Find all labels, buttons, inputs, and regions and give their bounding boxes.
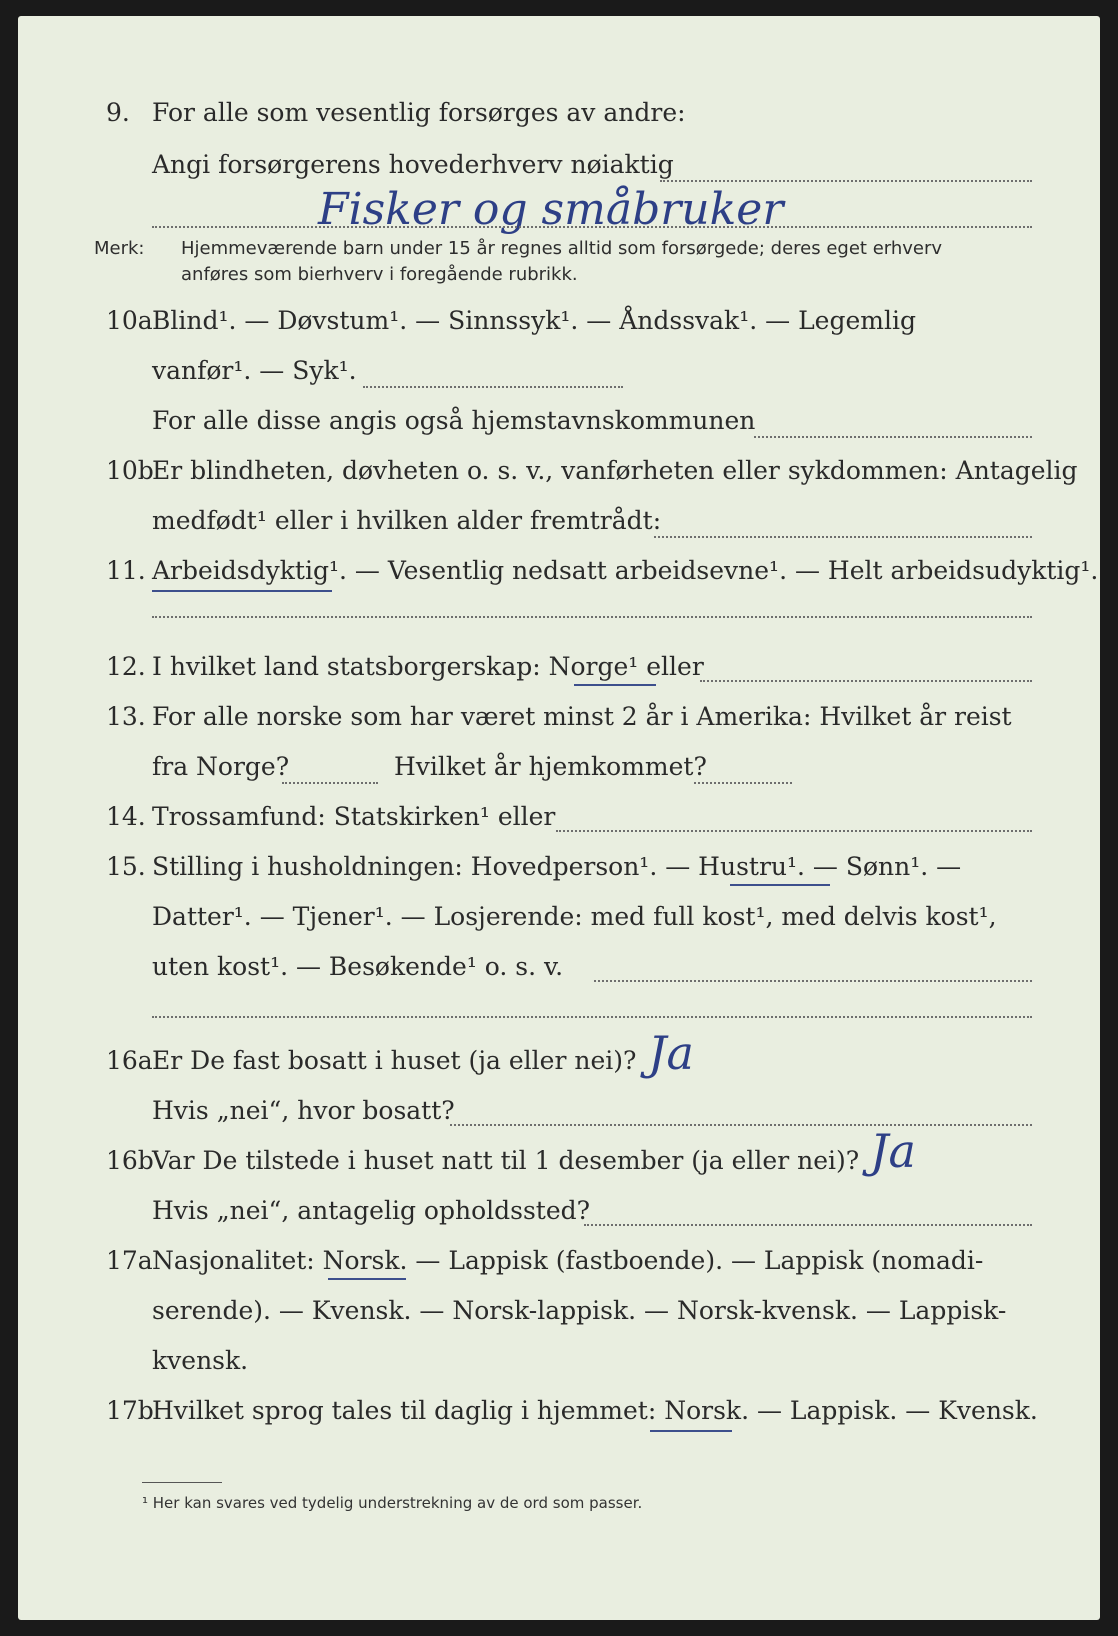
q12-number: 12. bbox=[106, 652, 146, 681]
q15-line2: Datter¹. — Tjener¹. — Losjerende: med full kost¹, med delvis kost¹, bbox=[152, 902, 997, 931]
q13-left-fill-line bbox=[282, 782, 378, 784]
q14-number: 14. bbox=[106, 802, 146, 831]
q13-number: 13. bbox=[106, 702, 146, 731]
merk-line2: anføres som bierhverv i foregående rubrikk. bbox=[181, 264, 578, 285]
q14-line1: Trossamfund: Statskirken¹ eller bbox=[152, 802, 556, 831]
q17a-number: 17a bbox=[106, 1246, 153, 1275]
q15-line3: uten kost¹. — Besøkende¹ o. s. v. bbox=[152, 952, 564, 981]
q16b-handwritten-answer: Ja bbox=[870, 1124, 916, 1178]
q17a-line3: kvensk. bbox=[152, 1346, 249, 1375]
q9-line1: For alle som vesentlig forsørges av andre: bbox=[152, 98, 686, 127]
q16b-line2: Hvis „nei“, antagelig opholdssted? bbox=[152, 1196, 591, 1225]
q10a-line1: Blind¹. — Døvstum¹. — Sinnssyk¹. — Åndssvak¹. — Legemlig bbox=[152, 306, 916, 335]
q11-fill-line bbox=[152, 616, 1032, 618]
q17b-answer-underline bbox=[650, 1430, 732, 1432]
q16a-handwritten-answer: Ja bbox=[648, 1026, 694, 1080]
q10b-line1: Er blindheten, døvheten o. s. v., vanførheten eller sykdommen: Antagelig bbox=[152, 456, 1078, 485]
footnote-divider bbox=[142, 1482, 222, 1483]
q9-answer-line bbox=[152, 226, 1032, 228]
q9-number: 9. bbox=[106, 98, 130, 127]
q17b-number: 17b bbox=[106, 1396, 154, 1425]
q10a-line3: For alle disse angis også hjemstavnskommunen bbox=[152, 406, 756, 435]
q9-fill-line bbox=[660, 180, 1032, 182]
q10a-fill-line bbox=[363, 386, 623, 388]
q14-fill-line bbox=[556, 830, 1032, 832]
q13-line2a: fra Norge? bbox=[152, 752, 290, 781]
q10b-line2: medfødt¹ eller i hvilken alder fremtrådt: bbox=[152, 506, 662, 535]
q11-line1: Arbeidsdyktig¹. — Vesentlig nedsatt arbeidsevne¹. — Helt arbeidsudyktig¹. bbox=[152, 556, 1099, 585]
q15-line1: Stilling i husholdningen: Hovedperson¹. — Hustru¹. — Sønn¹. — bbox=[152, 852, 962, 881]
q16b-fill-line bbox=[584, 1224, 1032, 1226]
q12-answer-underline bbox=[574, 684, 656, 686]
q10a-number: 10a bbox=[106, 306, 153, 335]
q10a-line2: vanfør¹. — Syk¹. bbox=[152, 356, 357, 385]
q16a-number: 16a bbox=[106, 1046, 153, 1075]
q9-handwritten-answer: Fisker og småbruker bbox=[318, 184, 784, 235]
q12-line1: I hvilket land statsborgerskap: Norge¹ eller bbox=[152, 652, 704, 681]
q17a-line2: serende). — Kvensk. — Norsk-lappisk. — Norsk-kvensk. — Lappisk- bbox=[152, 1296, 1007, 1325]
q10b-number: 10b bbox=[106, 456, 154, 485]
q16a-line1: Er De fast bosatt i huset (ja eller nei)? bbox=[152, 1046, 637, 1075]
q17a-answer-underline bbox=[328, 1278, 406, 1280]
q13-right-fill-line bbox=[694, 782, 792, 784]
q16a-fill-line bbox=[450, 1124, 1032, 1126]
q15-fill-line bbox=[594, 980, 1032, 982]
q13-line2b: Hvilket år hjemkommet? bbox=[394, 752, 707, 781]
q9-line2: Angi forsørgerens hovederhverv nøiaktig bbox=[152, 150, 674, 179]
q12-fill-line bbox=[700, 680, 1032, 682]
q15-number: 15. bbox=[106, 852, 146, 881]
q10a-municipality-line bbox=[754, 436, 1032, 438]
merk-label: Merk: bbox=[94, 238, 145, 259]
q15-extra-line bbox=[152, 1016, 1032, 1018]
q13-line1: For alle norske som har været minst 2 år i Amerika: Hvilket år reist bbox=[152, 702, 1012, 731]
q16a-line2: Hvis „nei“, hvor bosatt? bbox=[152, 1096, 455, 1125]
q11-number: 11. bbox=[106, 556, 146, 585]
q17b-line1: Hvilket sprog tales til daglig i hjemmet: Norsk. — Lappisk. — Kvensk. bbox=[152, 1396, 1038, 1425]
q10b-fill-line bbox=[654, 536, 1032, 538]
q11-answer-underline bbox=[152, 590, 332, 592]
q15-answer-underline bbox=[730, 884, 830, 886]
footnote: ¹ Her kan svares ved tydelig understrekning av de ord som passer. bbox=[142, 1494, 643, 1512]
census-form-page bbox=[18, 16, 1100, 1620]
q16b-line1: Var De tilstede i huset natt til 1 desember (ja eller nei)? bbox=[152, 1146, 860, 1175]
q17a-line1: Nasjonalitet: Norsk. — Lappisk (fastboende). — Lappisk (nomadi- bbox=[152, 1246, 984, 1275]
q16b-number: 16b bbox=[106, 1146, 154, 1175]
merk-line1: Hjemmeværende barn under 15 år regnes alltid som forsørgede; deres eget erhverv bbox=[181, 238, 943, 259]
